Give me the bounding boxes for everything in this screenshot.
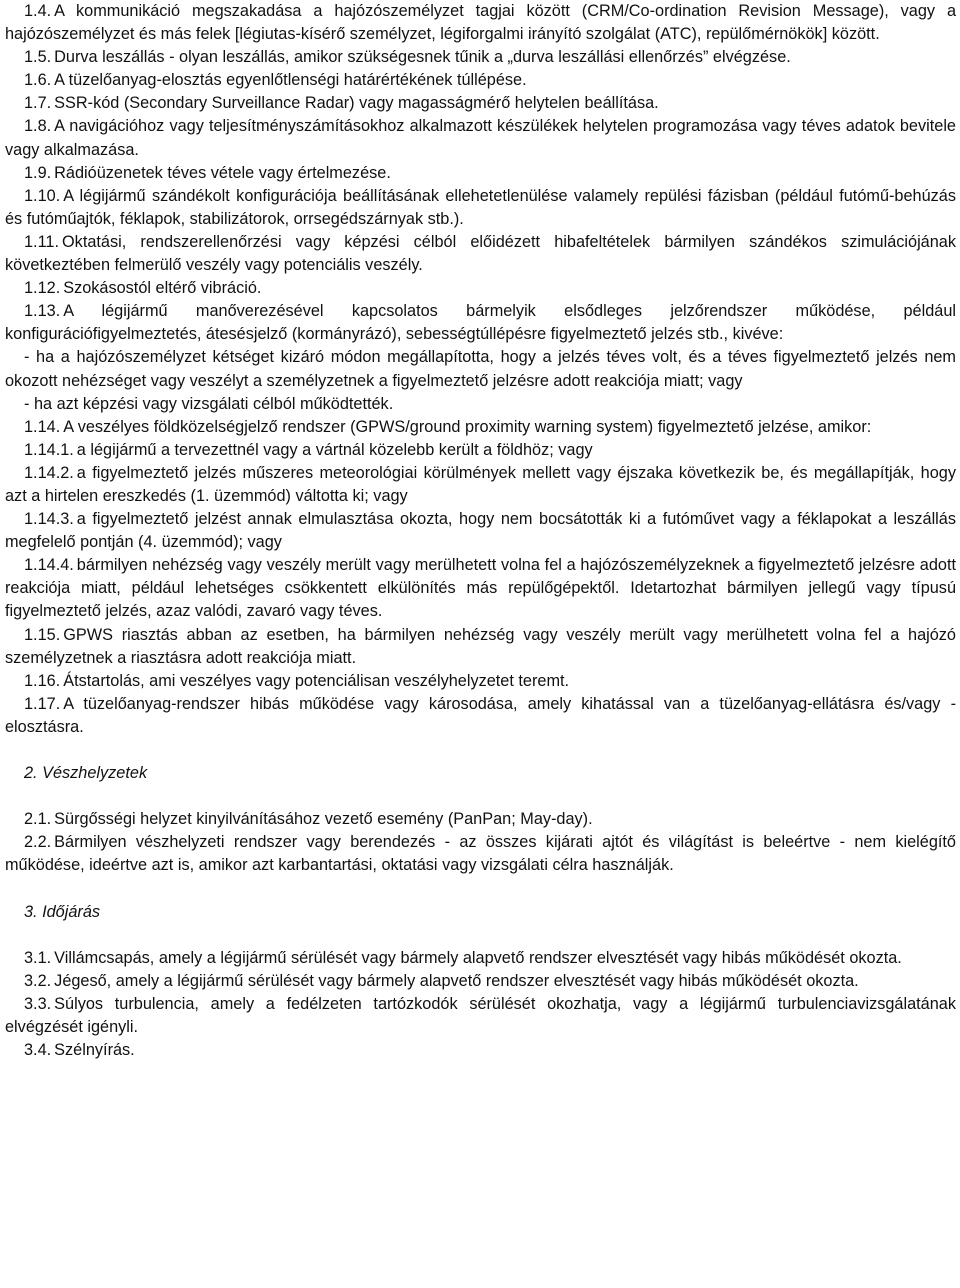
paragraph-text: Átstartolás, ami veszélyes vagy potenciálisan veszélyhelyzetet teremt. xyxy=(63,671,570,690)
paragraph-text: Durva leszállás - olyan leszállás, amikor szükségesnek tűnik a „durva leszállási ellenőrzés” elvégzése. xyxy=(54,48,791,67)
paragraph-number: 1.7. xyxy=(24,94,52,113)
document-paragraph xyxy=(5,947,956,970)
document-paragraph xyxy=(5,670,956,693)
paragraph-text: - ha azt képzési vagy vizsgálati célból működtették. xyxy=(24,394,394,413)
section-heading: 3. Időjárás xyxy=(24,902,101,921)
paragraph-spacer xyxy=(5,785,956,808)
paragraph-spacer xyxy=(5,739,956,762)
paragraph-text: A tüzelőanyag-rendszer hibás működése vagy károsodása, amely kihatással van a tüzelőanyag-ellátásra és/vagy -elosztásra. xyxy=(5,694,956,736)
paragraph-number: 1.9. xyxy=(24,163,52,182)
document-paragraph xyxy=(5,346,956,392)
paragraph-spacer xyxy=(5,878,956,901)
document-paragraph xyxy=(5,231,956,277)
paragraph-text: Sürgősségi helyzet kinyilvánításához vezető esemény (PanPan; May-day). xyxy=(54,810,593,829)
document-paragraph xyxy=(5,808,956,831)
paragraph-number: 1.12. xyxy=(24,279,61,298)
document-paragraph xyxy=(5,300,956,346)
paragraph-text: Oktatási, rendszerellenőrzési vagy képzési célból előidézett hibafeltételek bármilyen szándékos szimulációjának következtében felmerülő veszély vagy potenciális veszély. xyxy=(5,232,956,275)
document-paragraph xyxy=(5,0,956,46)
paragraph-number: 1.17. xyxy=(24,694,61,713)
paragraph-text: a figyelmeztető jelzést annak elmulasztása okozta, hogy nem bocsátották ki a futóművet vagy a féklapokat a leszállás megfelelő pontján (4. üzemmód); vagy xyxy=(5,510,956,552)
document-paragraph xyxy=(5,277,956,300)
paragraph-text: Villámcsapás, amely a légijármű sérülését vagy bármely alapvető rendszer elvesztését vagy hibás működését okozta. xyxy=(54,948,902,967)
paragraph-number: 1.16. xyxy=(24,671,61,690)
document-paragraph xyxy=(5,1039,956,1062)
paragraph-text: Súlyos turbulencia, amely a fedélzeten tartózkodók sérülését okozhatja, vagy a légijármű turbulenciavizsgálatának elvégzését igényli. xyxy=(5,995,956,1037)
paragraph-text: A légijármű szándékolt konfigurációja beállításának ellehetetlenülése valamely repülési fázisban (például futómű-behúzás és futóműajtók, féklapok, stabilizátorok, orrsegédszárnyak stb.). xyxy=(5,186,956,228)
paragraph-number: 1.14.1. xyxy=(24,440,74,459)
paragraph-text: A kommunikáció megszakadása a hajózószemélyzet tagjai között (CRM/Co-ordination Revision Message), vagy a hajózószemélyzet és más felek [légiutas-kísérő személyzet, légiforgalmi irányító szolgálat (ATC), repülőmérnökök] között. xyxy=(5,2,956,44)
paragraph-text: A veszélyes földközelségjelző rendszer (GPWS/ground proximity warning system) figyelmeztető jelzése, amikor: xyxy=(63,417,872,436)
paragraph-spacer xyxy=(5,924,956,947)
paragraph-text: Szokásostól eltérő vibráció. xyxy=(63,279,262,298)
paragraph-number: 1.10. xyxy=(24,186,61,205)
document-paragraph xyxy=(5,508,956,554)
document-paragraph xyxy=(5,46,956,69)
paragraph-text: a figyelmeztető jelzés műszeres meteorológiai körülmények mellett vagy éjszaka következik be, és megállapítják, hogy azt a hirtelen ereszkedés (1. üzemmód) váltotta ki; vagy xyxy=(5,463,956,505)
paragraph-number: 1.14.2. xyxy=(24,463,74,482)
paragraph-text: Bármilyen vészhelyzeti rendszer vagy berendezés - az összes kijárati ajtót és világítást is beleértve - nem kielégítő működése, ideértve azt is, amikor azt karbantartási, oktatási vagy vizsgálati célra használják. xyxy=(5,833,956,875)
paragraph-text: bármilyen nehézség vagy veszély merült vagy merülhetett volna fel a hajózószemélyzeknek a figyelmeztető jelzésre adott reakciója miatt, például lehetséges csökkentett elkülönítés más repülőgépektől. Idetartozhat bármilyen jellegű vagy típusú figyelmeztető jelzés, azaz valódi, zavaró vagy téves. xyxy=(5,556,956,621)
document-paragraph xyxy=(5,439,956,462)
paragraph-text: Szélnyírás. xyxy=(54,1041,135,1060)
document-paragraph xyxy=(5,115,956,161)
paragraph-number: 1.4. xyxy=(24,2,52,20)
document-paragraph xyxy=(5,92,956,115)
document-paragraph xyxy=(5,393,956,416)
paragraph-text: A légijármű manőverezésével kapcsolatos bármelyik elsődleges jelzőrendszer működése, például konfigurációfigyelmeztetés, átesésjelző (kormányrázó), sebességtúllépésre figyelmeztető jelzés stb., kivéve: xyxy=(5,302,956,344)
paragraph-number: 3.1. xyxy=(24,948,52,967)
paragraph-number: 1.14. xyxy=(24,417,61,436)
document-paragraph xyxy=(5,554,956,623)
document-paragraph xyxy=(5,831,956,877)
document-page xyxy=(5,0,956,1062)
document-paragraph xyxy=(5,69,956,92)
document-paragraph xyxy=(5,624,956,670)
document-paragraph xyxy=(5,185,956,231)
paragraph-text: Jégeső, amely a légijármű sérülését vagy bármely alapvető rendszer elvesztését vagy hibás működését okozta. xyxy=(54,971,859,990)
document-paragraph xyxy=(5,462,956,508)
paragraph-number: 1.13. xyxy=(24,302,61,321)
paragraph-text: a légijármű a tervezettnél vagy a vártnál közelebb került a földhöz; vagy xyxy=(76,440,593,459)
paragraph-text: - ha a hajózószemélyzet kétséget kizáró módon megállapította, hogy a jelzés téves volt, és a téves figyelmeztető jelzés nem okozott nehézséget vagy veszélyt a személyzetnek a figyelmeztető jelzésre adott reakciója miatt; vagy xyxy=(5,348,956,390)
paragraph-number: 3.4. xyxy=(24,1041,52,1060)
paragraph-number: 1.6. xyxy=(24,71,52,90)
document-paragraph xyxy=(5,693,956,739)
paragraph-text: A navigációhoz vagy teljesítményszámításokhoz alkalmazott készülékek helytelen programozása vagy téves adatok bevitele vagy alkalmazása. xyxy=(5,117,956,159)
section-heading: 2. Vészhelyzetek xyxy=(24,764,148,783)
document-paragraph xyxy=(5,970,956,993)
paragraph-text: GPWS riasztás abban az esetben, ha bármilyen nehézség vagy veszély merült vagy merülhetett volna fel a hajózó személyzetnek a riasztásra adott reakciója miatt. xyxy=(5,625,956,667)
document-paragraph xyxy=(5,162,956,185)
paragraph-text: A tüzelőanyag-elosztás egyenlőtlenségi határértékének túllépése. xyxy=(54,71,527,90)
paragraph-number: 1.5. xyxy=(24,48,52,67)
document-paragraph xyxy=(5,416,956,439)
paragraph-text: Rádióüzenetek téves vétele vagy értelmezése. xyxy=(54,163,391,182)
paragraph-text: SSR-kód (Secondary Surveillance Radar) vagy magasságmérő helytelen beállítása. xyxy=(54,94,659,113)
paragraph-number: 3.2. xyxy=(24,971,52,990)
paragraph-number: 2.1. xyxy=(24,810,52,829)
paragraph-number: 1.14.3. xyxy=(24,510,74,529)
document-paragraph xyxy=(5,993,956,1039)
paragraph-number: 3.3. xyxy=(24,995,52,1014)
paragraph-number: 1.11. xyxy=(24,232,60,251)
paragraph-number: 1.15. xyxy=(24,625,61,644)
paragraph-number: 1.14.4. xyxy=(24,556,74,575)
paragraph-number: 1.8. xyxy=(24,117,52,136)
paragraph-number: 2.2. xyxy=(24,833,52,852)
